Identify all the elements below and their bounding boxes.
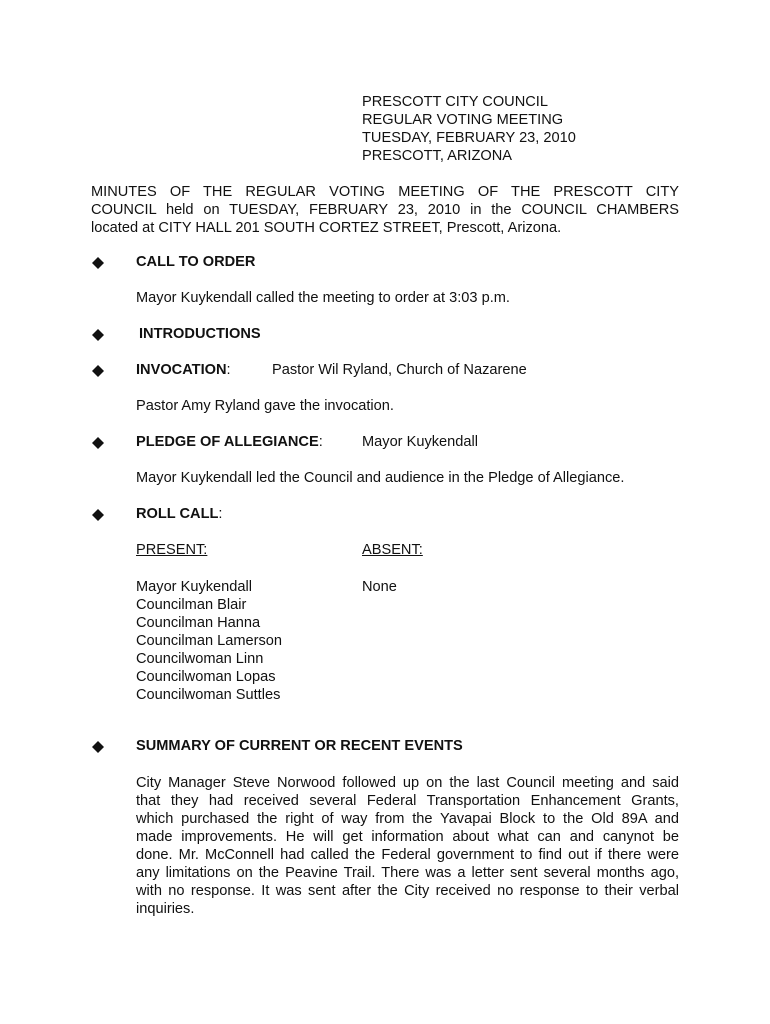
- absent-list: [362, 578, 397, 596]
- absent-label: ABSENT:: [362, 542, 423, 558]
- diamond-bullet-icon: [92, 741, 104, 753]
- pledge-colon: :: [318, 434, 323, 450]
- summary-line: made improvements. He will get information about what can and canynot be: [136, 829, 679, 845]
- list-item: Councilman Lamerson: [136, 633, 283, 649]
- invocation-text: Pastor Amy Ryland gave the invocation.: [136, 398, 394, 414]
- summary-line: inquiries.: [136, 901, 195, 917]
- summary-paragraph: [136, 774, 679, 918]
- call-to-order-heading: CALL TO ORDER: [136, 254, 256, 270]
- diamond-bullet-icon: [92, 365, 104, 377]
- header-date: TUESDAY, FEBRUARY 23, 2010: [362, 130, 576, 146]
- list-item: Mayor Kuykendall: [136, 579, 252, 595]
- invocation-by: Pastor Wil Ryland, Church of Nazarene: [272, 362, 527, 378]
- summary-heading: SUMMARY OF CURRENT OR RECENT EVENTS: [136, 738, 463, 754]
- header-meeting-type: REGULAR VOTING MEETING: [362, 112, 564, 128]
- pledge-text: Mayor Kuykendall led the Council and audience in the Pledge of Allegiance.: [136, 470, 625, 486]
- roll-call-heading-line: [136, 506, 222, 522]
- call-to-order-text: Mayor Kuykendall called the meeting to order at 3:03 p.m.: [136, 290, 510, 306]
- header-location: PRESCOTT, ARIZONA: [362, 148, 513, 164]
- present-list: [136, 578, 282, 704]
- summary-line: with no response. It was sent after the City received no response to their verbal: [136, 883, 679, 899]
- summary-line: which purchased the right of way from the Yavapai Block to the Old 89A and: [136, 811, 679, 827]
- header-council-name: PRESCOTT CITY COUNCIL: [362, 94, 548, 110]
- roll-call-colon: :: [218, 506, 223, 522]
- diamond-bullet-icon: [92, 329, 104, 341]
- introductions-heading: INTRODUCTIONS: [139, 326, 261, 342]
- summary-line: any limitations on the Peavine Trail. There was a letter sent several months ago,: [136, 865, 679, 881]
- list-item: Councilwoman Suttles: [136, 687, 281, 703]
- list-item: None: [362, 579, 397, 595]
- intro-line-1: MINUTES OF THE REGULAR VOTING MEETING OF THE PRESCOTT CITY: [91, 184, 679, 200]
- pledge-heading-line: [136, 434, 323, 450]
- invocation-heading: INVOCATION: [136, 362, 227, 378]
- pledge-heading: PLEDGE OF ALLEGIANCE: [136, 434, 319, 450]
- invocation-colon: :: [226, 362, 231, 378]
- summary-line: done. Mr. McConnell had called the Federal government to find out if there were: [136, 847, 679, 863]
- summary-line: that they had received several Federal Transportation Enhancement Grants,: [136, 793, 679, 809]
- intro-line-2: COUNCIL held on TUESDAY, FEBRUARY 23, 2010 in the COUNCIL CHAMBERS: [91, 202, 679, 218]
- pledge-by: Mayor Kuykendall: [362, 434, 478, 450]
- roll-call-heading: ROLL CALL: [136, 506, 219, 522]
- intro-line-3: located at CITY HALL 201 SOUTH CORTEZ STREET, Prescott, Arizona.: [91, 220, 562, 236]
- diamond-bullet-icon: [92, 257, 104, 269]
- diamond-bullet-icon: [92, 509, 104, 521]
- list-item: Councilwoman Lopas: [136, 669, 276, 685]
- list-item: Councilman Hanna: [136, 615, 261, 631]
- list-item: Councilman Blair: [136, 597, 247, 613]
- present-label: PRESENT:: [136, 542, 208, 558]
- intro-paragraph: [91, 183, 679, 237]
- invocation-heading-line: [136, 362, 231, 378]
- diamond-bullet-icon: [92, 437, 104, 449]
- list-item: Councilwoman Linn: [136, 651, 264, 667]
- summary-line: City Manager Steve Norwood followed up on the last Council meeting and said: [136, 775, 679, 791]
